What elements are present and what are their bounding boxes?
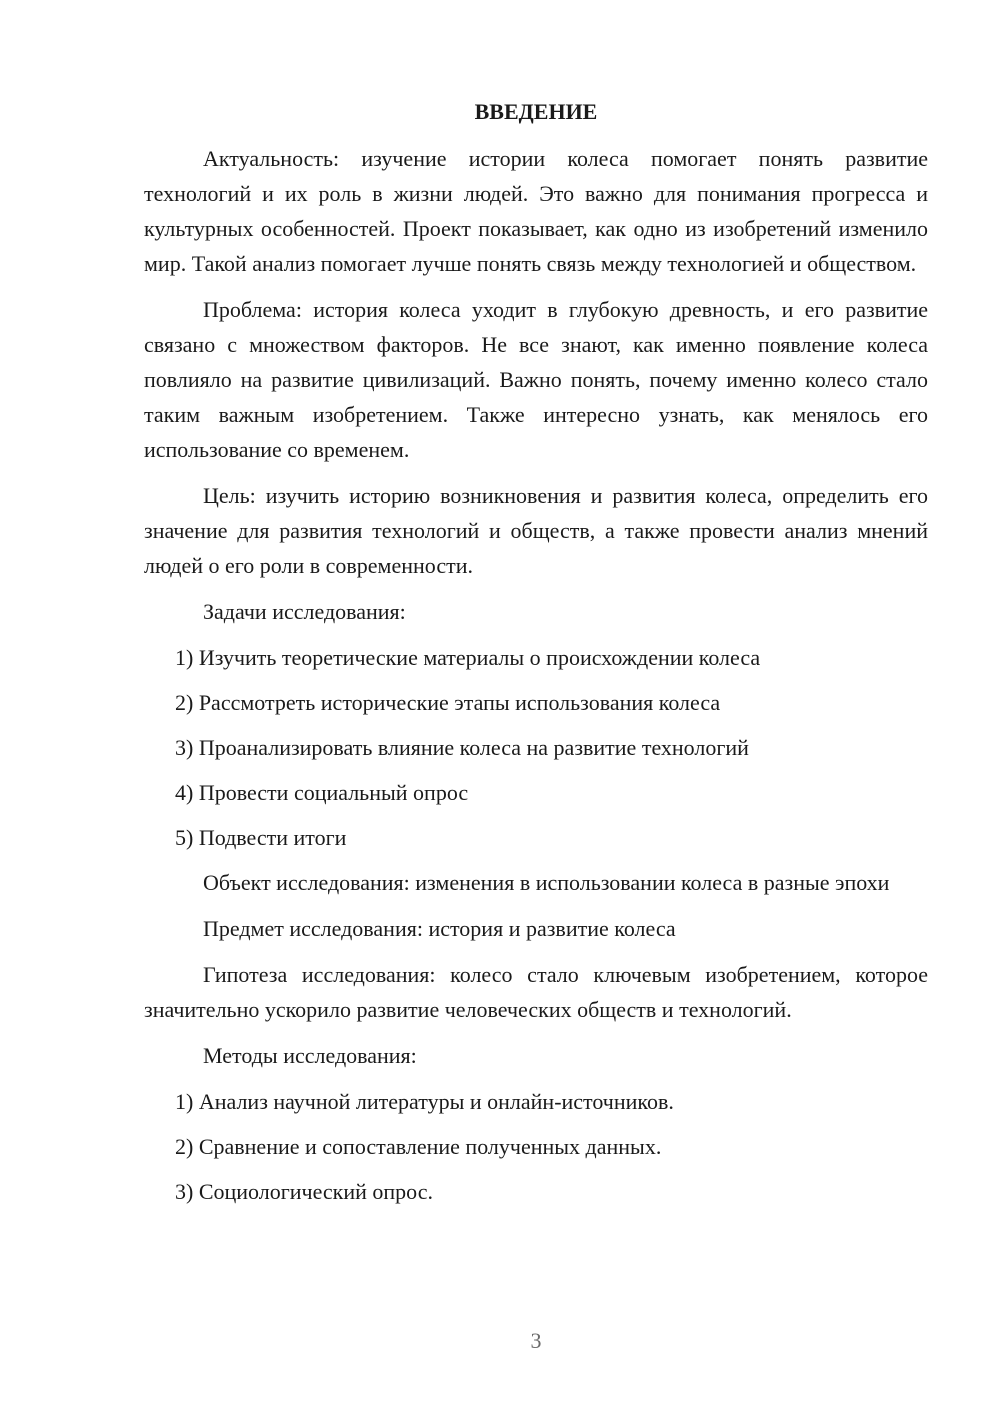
section-title: ВВЕДЕНИЕ — [474, 99, 598, 124]
page-content — [144, 94, 928, 1219]
methods-heading: Методы исследования: — [203, 1043, 417, 1068]
relevance-paragraph: Актуальность: изучение истории колеса помогает понять развитие технологий и их роль в жизни людей. Это важно для понимания прогресса и культурных особенностей. Проект показывает, как одно из изобретений изменило мир. Такой анализ помогает лучше понять связь между технологией и обществом. — [144, 146, 928, 276]
problem-paragraph: Проблема: история колеса уходит в глубокую древность, и его развитие связано с множеством факторов. Не все знают, как именно появление колеса повлияло на развитие цивилизаций. Важно понять, почему именно колесо стало таким важным изобретением. Также интересно узнать, как менялось его использование со временем. — [144, 297, 928, 462]
subject-paragraph: Предмет исследования: история и развитие колеса — [203, 916, 676, 941]
tasks-heading: Задачи исследования: — [203, 599, 406, 624]
hypothesis-paragraph: Гипотеза исследования: колесо стало ключевым изобретением, которое значительно ускорило развитие человеческих обществ и технологий. — [144, 962, 928, 1022]
task-item-4: 4) Провести социальный опрос — [175, 780, 469, 805]
task-item-5: 5) Подвести итоги — [175, 825, 347, 850]
method-item-1: 1) Анализ научной литературы и онлайн-источников. — [175, 1089, 674, 1114]
tasks-list — [144, 640, 928, 855]
task-item-3: 3) Проанализировать влияние колеса на развитие технологий — [175, 735, 749, 760]
object-paragraph: Объект исследования: изменения в использовании колеса в разные эпохи — [203, 870, 890, 895]
goal-paragraph: Цель: изучить историю возникновения и развития колеса, определить его значение для развития технологий и обществ, а также провести анализ мнений людей о его роли в современности. — [144, 483, 928, 578]
task-item-1: 1) Изучить теоретические материалы о происхождении колеса — [175, 645, 761, 670]
page-number: 3 — [530, 1328, 542, 1353]
methods-list — [144, 1084, 928, 1209]
method-item-2: 2) Сравнение и сопоставление полученных данных. — [175, 1134, 662, 1159]
task-item-2: 2) Рассмотреть исторические этапы использования колеса — [175, 690, 721, 715]
method-item-3: 3) Социологический опрос. — [175, 1179, 433, 1204]
